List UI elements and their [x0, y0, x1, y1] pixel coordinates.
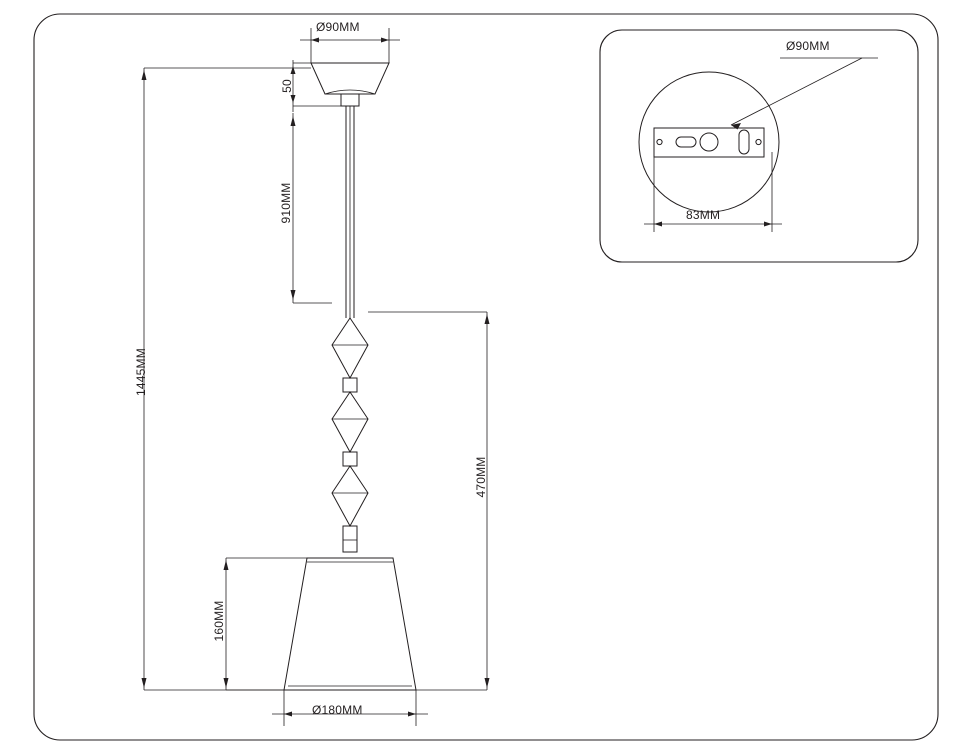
- bracket-slot-left: [676, 137, 696, 147]
- outer-frame: [34, 14, 938, 740]
- label-fixture-height: 470MM: [474, 456, 488, 498]
- leader-plate-diameter: [731, 58, 862, 125]
- arrow-910-bottom: [291, 290, 296, 300]
- arrow-canopy-right: [381, 38, 389, 43]
- label-overall-height: 1445MM: [134, 348, 148, 396]
- bracket-slot-right: [739, 130, 749, 154]
- arrow-470-bottom: [485, 678, 490, 688]
- arrow-50-top: [291, 66, 296, 74]
- bead-2: [332, 392, 368, 452]
- bracket-screw-left: [657, 139, 662, 144]
- arrow-160-top: [224, 560, 229, 570]
- canopy-body: [311, 63, 389, 94]
- arrow-83-left: [654, 222, 662, 227]
- bead-3: [332, 466, 368, 526]
- arrow-180-left: [284, 712, 292, 717]
- label-shade-diameter: Ø180MM: [312, 703, 363, 717]
- arrow-470-top: [485, 314, 490, 324]
- label-suspension-length: 910MM: [279, 182, 293, 224]
- detail-panel-frame: [600, 30, 918, 262]
- dimension-lines-main: [142, 28, 490, 726]
- lamp-holder: [343, 526, 357, 552]
- connector-2: [343, 452, 357, 466]
- label-shade-height: 160MM: [212, 600, 226, 642]
- bead-1: [332, 318, 368, 378]
- arrow-1445-bottom: [142, 678, 147, 688]
- ceiling-plate-geometry: [639, 58, 878, 232]
- canopy-inner-arc: [325, 90, 375, 94]
- shade-body: [284, 558, 416, 690]
- arrow-1445-top: [142, 70, 147, 80]
- bracket-center-hole: [700, 133, 718, 151]
- arrow-160-bottom: [224, 678, 229, 688]
- label-canopy-diameter: Ø90MM: [316, 20, 360, 34]
- label-bracket-width: 83MM: [686, 208, 721, 222]
- connector-1: [343, 378, 357, 392]
- arrow-canopy-left: [311, 38, 319, 43]
- plate-outer-circle: [639, 72, 779, 212]
- bracket-screw-right: [756, 139, 761, 144]
- arrow-180-right: [408, 712, 416, 717]
- arrow-910-top: [291, 116, 296, 126]
- arrow-83-right: [764, 222, 772, 227]
- label-canopy-height: 50: [280, 79, 294, 93]
- lamp-elevation-geometry: [284, 63, 416, 690]
- label-plate-diameter: Ø90MM: [786, 39, 830, 53]
- canopy-neck: [341, 94, 359, 106]
